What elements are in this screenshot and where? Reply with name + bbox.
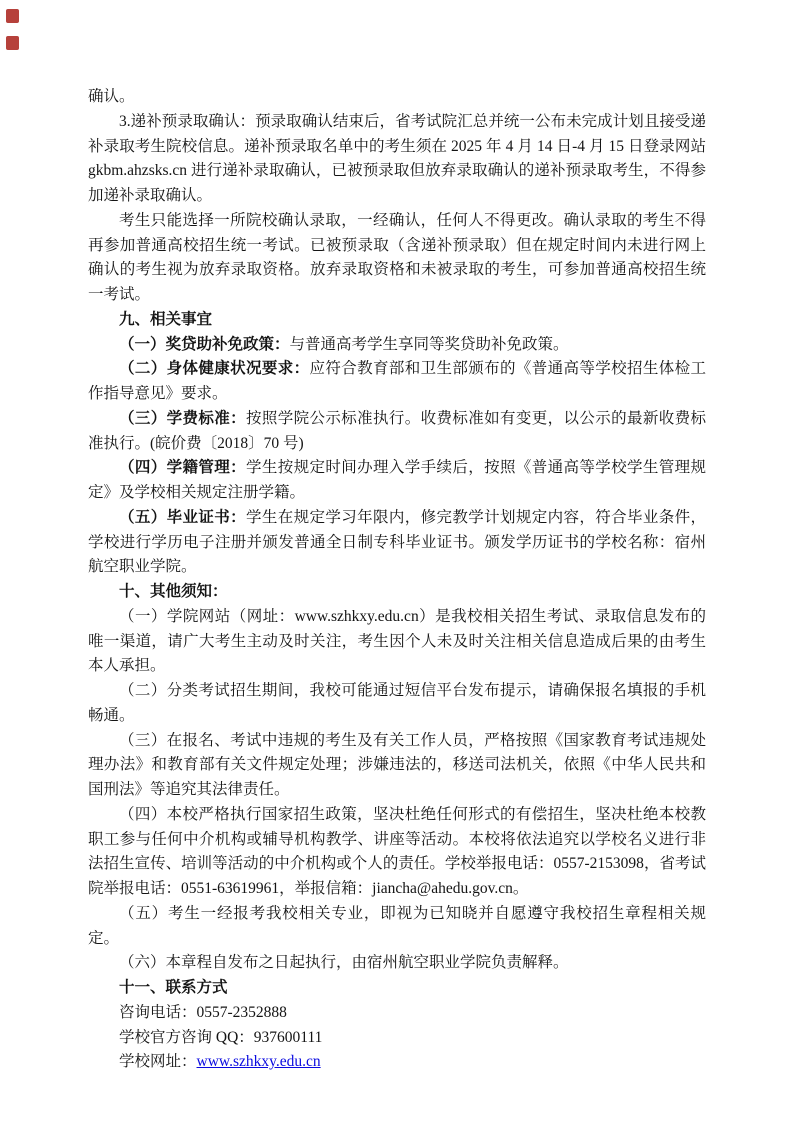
section-heading-eleven: 十一、联系方式 <box>119 979 228 996</box>
paragraph-financial-aid-policy <box>88 333 706 358</box>
paragraph-health-requirements <box>88 357 706 407</box>
item-label-financial-aid: （一）奖贷助补免政策： <box>119 335 290 353</box>
paragraph-tuition-standard <box>88 407 706 457</box>
paragraph-sms-notice: （二）分类考试招生期间，我校可能通过短信平台发布提示，请确保报名填报的手机畅通。 <box>88 682 706 724</box>
paragraph-supplementary-admission-confirmation: 3.递补预录取确认：预录取确认结束后，省考试院汇总并统一公布未完成计划且接受递补录取考生院校信息。递补预录取名单中的考生须在 2025 年 4 月 14 日-4 月 15 日登录网站 gkbm.ahzsks.cn 进行递补录取确认，已被预录取但放弃录取确认的递补预录取考生，不得参加递补录取确认。 <box>88 112 706 204</box>
item-text-tuition: 按照学院公示标准执行。收费标准如有变更，以公示的最新收费标准执行。(皖价费〔2018〕70 号) <box>88 409 706 452</box>
paragraph-anti-fraud-enrollment: （四）本校严格执行国家招生政策，坚决杜绝任何形式的有偿招生，坚决杜绝本校教职工参与任何中介机构或辅导机构教学、讲座等活动。本校将依法追究以学校名义进行非法招生宣传、培训等活动的中介机构或个人的责任。学校举报电话：0557-2153098，省考试院举报电话：0551-63619961，举报信箱：jiancha@ahedu.gov.cn。 <box>88 805 706 897</box>
paragraph-application-acknowledgement: （五）考生一经报考我校相关专业，即视为已知晓并自愿遵守我校招生章程相关规定。 <box>88 904 706 947</box>
contact-website-line <box>88 1050 706 1075</box>
paragraph-confirmation-rules: 考生只能选择一所院校确认录取，一经确认，任何人不得更改。确认录取的考生不得再参加普通高校招生统一考试。已被预录取（含递补预录取）但在规定时间内未进行网上确认的考生视为放弃录取资格。放弃录取资格和未被录取的考生，可参加普通高校招生统一考试。 <box>88 211 706 303</box>
paragraph-official-website-notice: （一）学院网站（网址：www.szhkxy.edu.cn）是我校相关招生考试、录取信息发布的唯一渠道，请广大考生主动及时关注，考生因个人未及时关注相关信息造成后果的由考生本人承担。 <box>88 607 706 675</box>
section-heading-ten: 十、其他须知： <box>119 583 228 600</box>
item-text-health: 应符合教育部和卫生部颁布的《普通高等学校招生体检工作指导意见》要求。 <box>88 360 706 402</box>
item-label-tuition: （三）学费标准： <box>119 409 246 427</box>
contact-qq-line: 学校官方咨询 QQ：937600111 <box>119 1028 323 1046</box>
red-seal-mark-top <box>6 9 19 23</box>
item-label-diploma: （五）毕业证书： <box>119 508 246 526</box>
paragraph-continuation: 确认。 <box>88 88 135 105</box>
red-seal-mark-bottom <box>6 36 19 50</box>
contact-phone-line: 咨询电话：0557-2352888 <box>119 1003 287 1021</box>
paragraph-effective-date: （六）本章程自发布之日起执行，由宿州航空职业学院负责解释。 <box>119 954 569 972</box>
item-text-student-status: 学生按规定时间办理入学手续后，按照《普通高等学校学生管理规定》及学校相关规定注册学籍。 <box>88 459 706 501</box>
paragraph-student-status-management <box>88 456 706 506</box>
paragraph-violation-handling: （三）在报名、考试中违规的考生及有关工作人员，严格按照《国家教育考试违规处理办法》和教育部有关文件规定处理；涉嫌违法的，移送司法机关，依照《中华人民共和国刑法》等追究其法律责任。 <box>88 731 706 798</box>
document-body <box>88 85 706 1075</box>
section-heading-nine: 九、相关事宜 <box>119 310 213 328</box>
item-text-diploma: 学生在规定学习年限内，修完教学计划规定内容，符合毕业条件，学校进行学历电子注册并颁发普通全日制专科毕业证书。颁发学历证书的学校名称：宿州航空职业学院。 <box>88 508 706 576</box>
item-label-health: （二）身体健康状况要求： <box>119 360 310 378</box>
item-text-financial-aid: 与普通高考学生享同等奖贷助补免政策。 <box>289 335 569 353</box>
item-label-student-status: （四）学籍管理： <box>119 459 246 477</box>
paragraph-diploma <box>88 506 706 580</box>
website-label: 学校网址： <box>119 1053 197 1071</box>
school-website-link[interactable]: www.szhkxy.edu.cn <box>196 1053 321 1071</box>
